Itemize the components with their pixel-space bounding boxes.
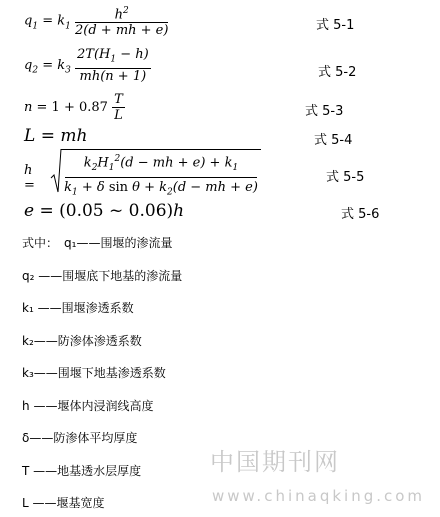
definition-text: ——地基透水层厚度 [33, 464, 142, 478]
equation-label: 式 5-5 [326, 170, 365, 185]
definition-text: ——围堰底下地基的渗流量 [38, 269, 183, 283]
equation-5-6: e = (0.05 ~ 0.06)h [24, 201, 185, 221]
definition-symbol: k₃ [22, 366, 34, 380]
definition-row [22, 267, 182, 284]
definition-row [22, 494, 105, 511]
equation-5-2: $q_2 = k_3$ $\frac{2T(H_1 - h)}{mh(n + 1)}$ [24, 47, 149, 84]
equation-label: 式 5-4 [314, 133, 353, 148]
definition-text: ——堰体内浸润线高度 [33, 399, 154, 413]
equation-label: 式 5-1 [316, 18, 355, 33]
definition-symbol: h [22, 399, 30, 413]
definition-symbol: L [22, 496, 29, 510]
equation-5-1: $q_1 = k_1$ $\frac{h^2}{2(d + mh + e)}$ [24, 6, 169, 39]
definition-symbol: q₁ [64, 236, 77, 250]
definition-row [22, 462, 141, 479]
definition-row [22, 364, 166, 381]
definition-row [22, 299, 134, 316]
equation-label: 式 5-3 [305, 104, 344, 119]
equation-label: 式 5-6 [341, 207, 380, 222]
definition-symbol: T [22, 464, 30, 478]
watermark-url: www.chinaqking.com [212, 487, 426, 505]
definition-row [64, 234, 172, 251]
definition-row [22, 429, 137, 446]
definition-intro: 式中： [22, 236, 59, 250]
definition-text: ——围堰渗透系数 [37, 301, 134, 315]
definition-text: ——堰基宽度 [32, 496, 105, 510]
equation-5-4: L = mh [24, 126, 88, 146]
definition-text: ——防渗体平均厚度 [29, 431, 138, 445]
definition-symbol: δ [22, 431, 30, 445]
definition-row [22, 397, 153, 414]
definition-row [22, 332, 142, 349]
definition-symbol: k₁ [22, 301, 34, 315]
equation-5-3: n = 1 + 0.87 $\frac{T}{L}$ [24, 92, 123, 123]
definition-symbol: k₂ [22, 334, 34, 348]
definition-text: ——防渗体渗透系数 [33, 334, 142, 348]
equation-label: 式 5-2 [318, 65, 357, 80]
definition-symbol: q₂ [22, 269, 35, 283]
watermark-title: 中国期刊网 [210, 448, 340, 476]
definition-text: ——围堰的渗流量 [76, 236, 173, 250]
definition-text: ——围堰下地基渗透系数 [33, 366, 166, 380]
